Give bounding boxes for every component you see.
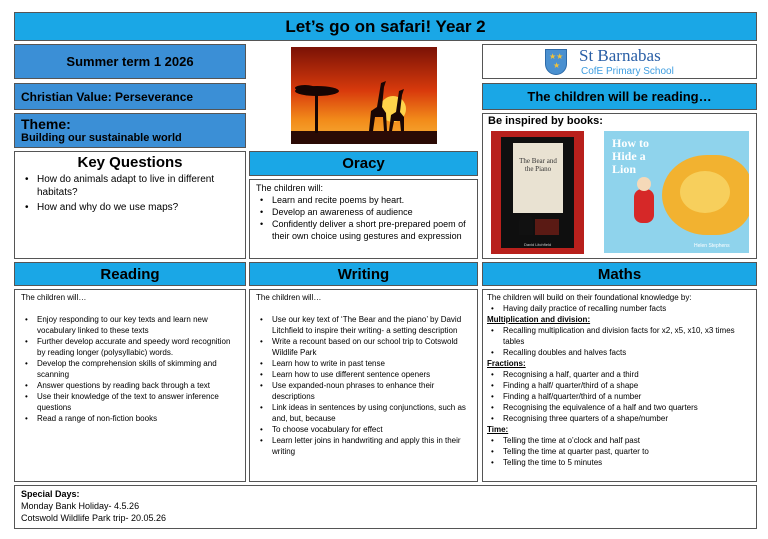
book-1-title: The Bear and the Piano (519, 157, 557, 173)
reading-title: Reading (100, 265, 160, 283)
writing-item: • Learn letter joins in handwriting and apply this in their writing (256, 435, 471, 457)
writing-box (249, 289, 478, 482)
page-title-bar (14, 12, 757, 41)
oracy-list (256, 194, 471, 242)
oracy-box (249, 179, 478, 259)
oracy-header (249, 151, 478, 176)
maths-section-heading: Time: (487, 425, 509, 434)
theme-label: Theme: (21, 116, 71, 132)
special-days-title: Special Days: (21, 489, 80, 499)
writing-item: • Link ideas in sentences by using conjunctions, such as and, but, because (256, 402, 471, 424)
oracy-item: • Develop an awareness of audience (256, 206, 471, 218)
maths-item: • Finding a half/ quarter/third of a shape (487, 380, 752, 391)
maths-item: • Telling the time at o’clock and half past (487, 435, 752, 446)
special-days-box (14, 485, 757, 529)
maths-time-list (487, 435, 752, 468)
book-2-author: Helen Stephens (694, 243, 730, 249)
maths-intro: The children will build on their foundational knowledge by: (487, 293, 692, 302)
maths-intro-list (487, 303, 752, 314)
maths-section-heading: Fractions: (487, 359, 526, 368)
special-day-item: Monday Bank Holiday- 4.5.26 (21, 501, 140, 511)
term-box (14, 44, 246, 79)
maths-intro-item: • Having daily practice of recalling number facts (487, 303, 752, 314)
theme-box (14, 113, 246, 148)
school-shield-icon: ★★ ★ (545, 49, 567, 75)
books-box (482, 113, 757, 259)
maths-title: Maths (597, 265, 642, 283)
reading-item: • Read a range of non-fiction books (21, 413, 239, 424)
writing-header (249, 262, 478, 286)
maths-item: • Finding a half/quarter/third of a number (487, 391, 752, 402)
school-logo-box (482, 44, 757, 79)
theme-text: Building our sustainable world (21, 132, 182, 144)
reading-box (14, 289, 246, 482)
maths-fractions-list (487, 369, 752, 424)
safari-illustration (291, 47, 437, 144)
maths-item: • Recognising a half, quarter and a third (487, 369, 752, 380)
term-label: Summer term 1 2026 (66, 54, 194, 69)
writing-item: • To choose vocabulary for effect (256, 424, 471, 435)
writing-item: • Use our key text of ‘The Bear and the piano’ by David Litchfield to inspire their writing- a setting description (256, 314, 471, 336)
oracy-item: • Confidently deliver a short pre-prepared poem of their own choice using gestures and expression (256, 218, 471, 242)
reading-header (14, 262, 246, 286)
maths-item: • Recalling multiplication and division facts for x2, x5, x10, x3 times tables (487, 325, 752, 347)
page-title: Let’s go on safari! Year 2 (285, 16, 486, 36)
maths-box (482, 289, 757, 482)
reading-item: • Enjoy responding to our key texts and learn new vocabulary linked to these texts (21, 314, 239, 336)
christian-value-box (14, 83, 246, 110)
christian-value-label: Christian Value: Perseverance (21, 90, 194, 104)
maths-item: • Recalling doubles and halves facts (487, 347, 752, 358)
reading-item: • Use their knowledge of the text to answer inference questions (21, 391, 239, 413)
writing-item: • Use expanded-noun phrases to enhance their descriptions (256, 380, 471, 402)
maths-section-heading: Multiplication and division: (487, 315, 591, 324)
key-questions-box (14, 151, 246, 259)
school-name: St Barnabas (579, 46, 661, 65)
children-reading-label: The children will be reading… (527, 89, 712, 104)
book-cover-hide-a-lion (604, 131, 749, 253)
reading-list (21, 314, 239, 424)
oracy-title: Oracy (342, 155, 385, 172)
reading-intro: The children will… (21, 293, 87, 302)
book-cover-bear-piano (491, 131, 584, 254)
key-questions-title: Key Questions (77, 154, 183, 171)
writing-list (256, 314, 471, 457)
writing-intro: The children will… (256, 293, 322, 302)
oracy-item: • Learn and recite poems by heart. (256, 194, 471, 206)
safari-sunset-image (291, 47, 437, 144)
reading-item: • Further develop accurate and speedy word recognition by reading longer (polysyllabic) words. (21, 336, 239, 358)
maths-item: • Telling the time at quarter past, quarter to (487, 446, 752, 457)
writing-item: • Learn how to write in past tense (256, 358, 471, 369)
maths-item: • Recognising the equivalence of a half and two quarters (487, 402, 752, 413)
maths-item: • Recognising three quarters of a shape/number (487, 413, 752, 424)
writing-item: • Write a recount based on our school trip to Cotswold Wildlife Park (256, 336, 471, 358)
writing-item: • Learn how to use different sentence openers (256, 369, 471, 380)
book-1-author: David Litchfield (523, 242, 552, 247)
key-questions-list (21, 173, 239, 214)
writing-title: Writing (337, 265, 390, 283)
school-subname: CofE Primary School (581, 66, 674, 77)
maths-item: • Telling the time to 5 minutes (487, 457, 752, 468)
maths-multiplication-list (487, 325, 752, 358)
special-day-item: Cotswold Wildlife Park trip- 20.05.26 (21, 513, 167, 523)
key-question-item: • How and why do we use maps? (21, 201, 239, 214)
oracy-intro: The children will: (256, 183, 324, 193)
children-reading-box (482, 83, 757, 110)
key-question-item: • How do animals adapt to live in different habitats? (21, 173, 239, 199)
book-2-title: How to Hide a Lion (612, 136, 649, 176)
maths-header (482, 262, 757, 286)
reading-item: • Answer questions by reading back through a text (21, 380, 239, 391)
reading-item: • Develop the comprehension skills of skimming and scanning (21, 358, 239, 380)
books-label: Be inspired by books: (488, 115, 603, 127)
